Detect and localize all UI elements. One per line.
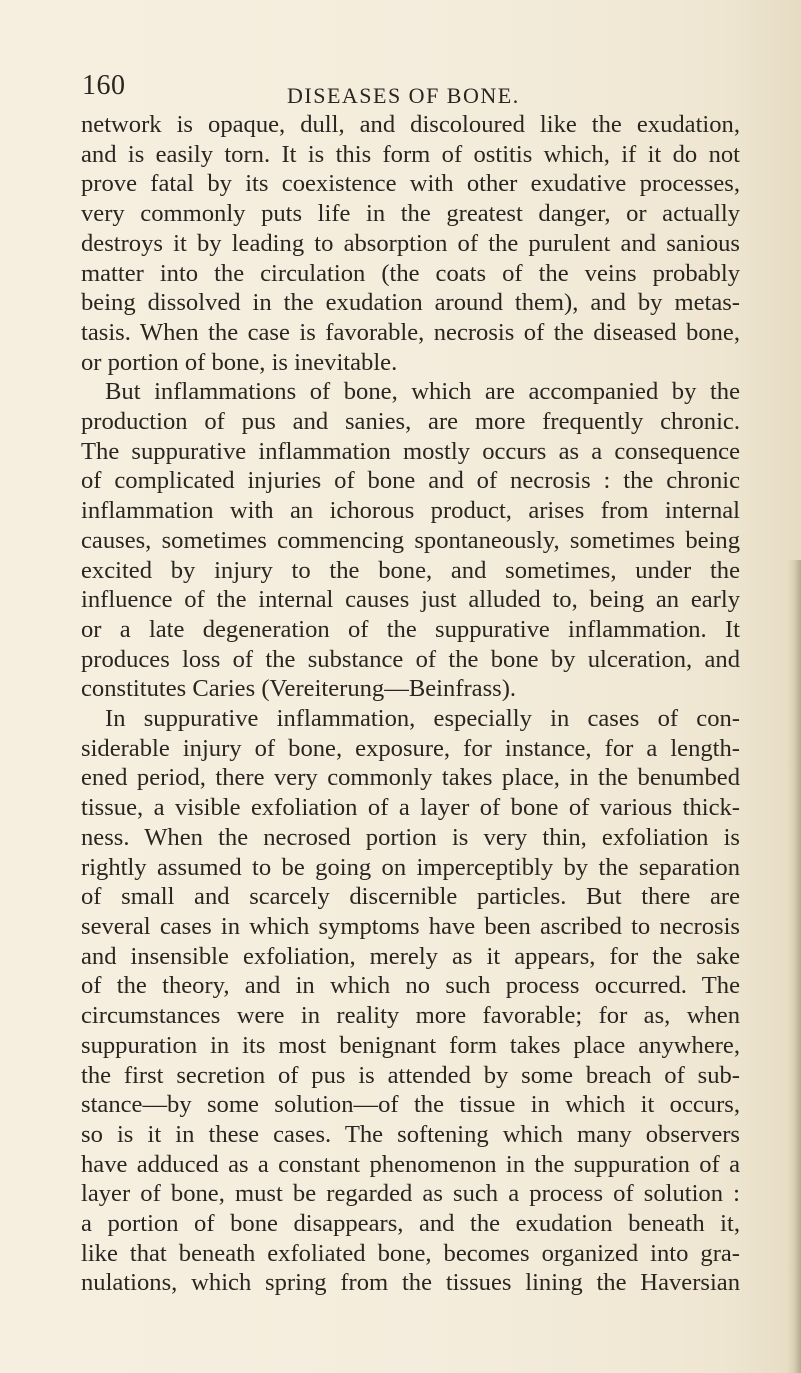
text-line: network is opaque, dull, and discoloured like the exudation,: [81, 111, 740, 138]
text-line: tissue, a visible exfoliation of a layer of bone of various thick-: [81, 794, 740, 822]
text-line: constitutes Caries (Vereiterung—Beinfrass).: [81, 675, 517, 703]
text-line: very commonly puts life in the greatest danger, or actually: [81, 200, 740, 228]
text-line: In suppurative inflammation, especially in cases of con-: [105, 705, 740, 733]
running-head: DISEASES OF BONE.: [287, 83, 520, 108]
text-line: stance—by some solution—of the tissue in which it occurs,: [81, 1091, 740, 1119]
text-line: produces loss of the substance of the bone by ulceration, and: [81, 645, 740, 673]
text-line: suppuration in its most benignant form takes place anywhere,: [81, 1031, 740, 1059]
text-line: ness. When the necrosed portion is very thin, exfoliation is: [81, 823, 740, 851]
text-line: several cases in which symptoms have been ascribed to necrosis: [81, 912, 740, 940]
text-line: the first secretion of pus is attended by some breach of sub-: [81, 1061, 740, 1089]
text-line: of the theory, and in which no such process occurred. The: [81, 972, 740, 1000]
text-line: and is easily torn. It is this form of ostitis which, if it do not: [81, 140, 740, 168]
text-line: ened period, there very commonly takes place, in the benumbed: [81, 764, 740, 792]
text-line: layer of bone, must be regarded as such a process of solution :: [81, 1180, 740, 1208]
text-line: The suppurative inflammation mostly occurs as a consequence: [81, 437, 740, 465]
text-line: a portion of bone disappears, and the exudation beneath it,: [81, 1210, 740, 1238]
text-line: destroys it by leading to absorption of the purulent and sanious: [81, 229, 740, 257]
text-line: so is it in these cases. The softening which many observers: [81, 1120, 740, 1148]
text-line: rightly assumed to be going on imperceptibly by the separation: [81, 853, 740, 881]
text-line: production of pus and sanies, are more frequently chronic.: [81, 408, 740, 436]
text-line: of complicated injuries of bone and of necrosis : the chronic: [81, 467, 740, 495]
text-line: But inflammations of bone, which are accompanied by the: [105, 378, 740, 406]
text-line: nulations, which spring from the tissues lining the Haversian: [81, 1269, 740, 1297]
text-line: of small and scarcely discernible particles. But there are: [81, 883, 740, 911]
text-line: or a late degeneration of the suppurative inflammation. It: [81, 615, 740, 643]
page-edge-shadow: [787, 560, 801, 1373]
text-line: and insensible exfoliation, merely as it appears, for the sake: [81, 942, 740, 970]
text-line: tasis. When the case is favorable, necrosis of the diseased bone,: [81, 318, 740, 346]
text-line: inflammation with an ichorous product, arises from internal: [81, 497, 740, 525]
text-line: being dissolved in the exudation around them), and by metas-: [81, 289, 740, 317]
body-text: [81, 110, 740, 1298]
text-line: excited by injury to the bone, and sometimes, under the: [81, 556, 740, 584]
text-line: or portion of bone, is inevitable.: [81, 348, 398, 376]
text-line: have adduced as a constant phenomenon in the suppuration of a: [81, 1150, 740, 1178]
text-line: like that beneath exfoliated bone, becomes organized into gra-: [81, 1239, 740, 1267]
text-line: causes, sometimes commencing spontaneously, sometimes being: [81, 526, 740, 554]
text-line: matter into the circulation (the coats of the veins probably: [81, 259, 740, 287]
page-number: 160: [82, 70, 126, 101]
text-line: influence of the internal causes just alluded to, being an early: [81, 586, 740, 614]
text-line: circumstances were in reality more favorable; for as, when: [81, 1002, 740, 1030]
text-line: prove fatal by its coexistence with other exudative processes,: [81, 170, 740, 198]
text-line: siderable injury of bone, exposure, for instance, for a length-: [81, 734, 740, 762]
